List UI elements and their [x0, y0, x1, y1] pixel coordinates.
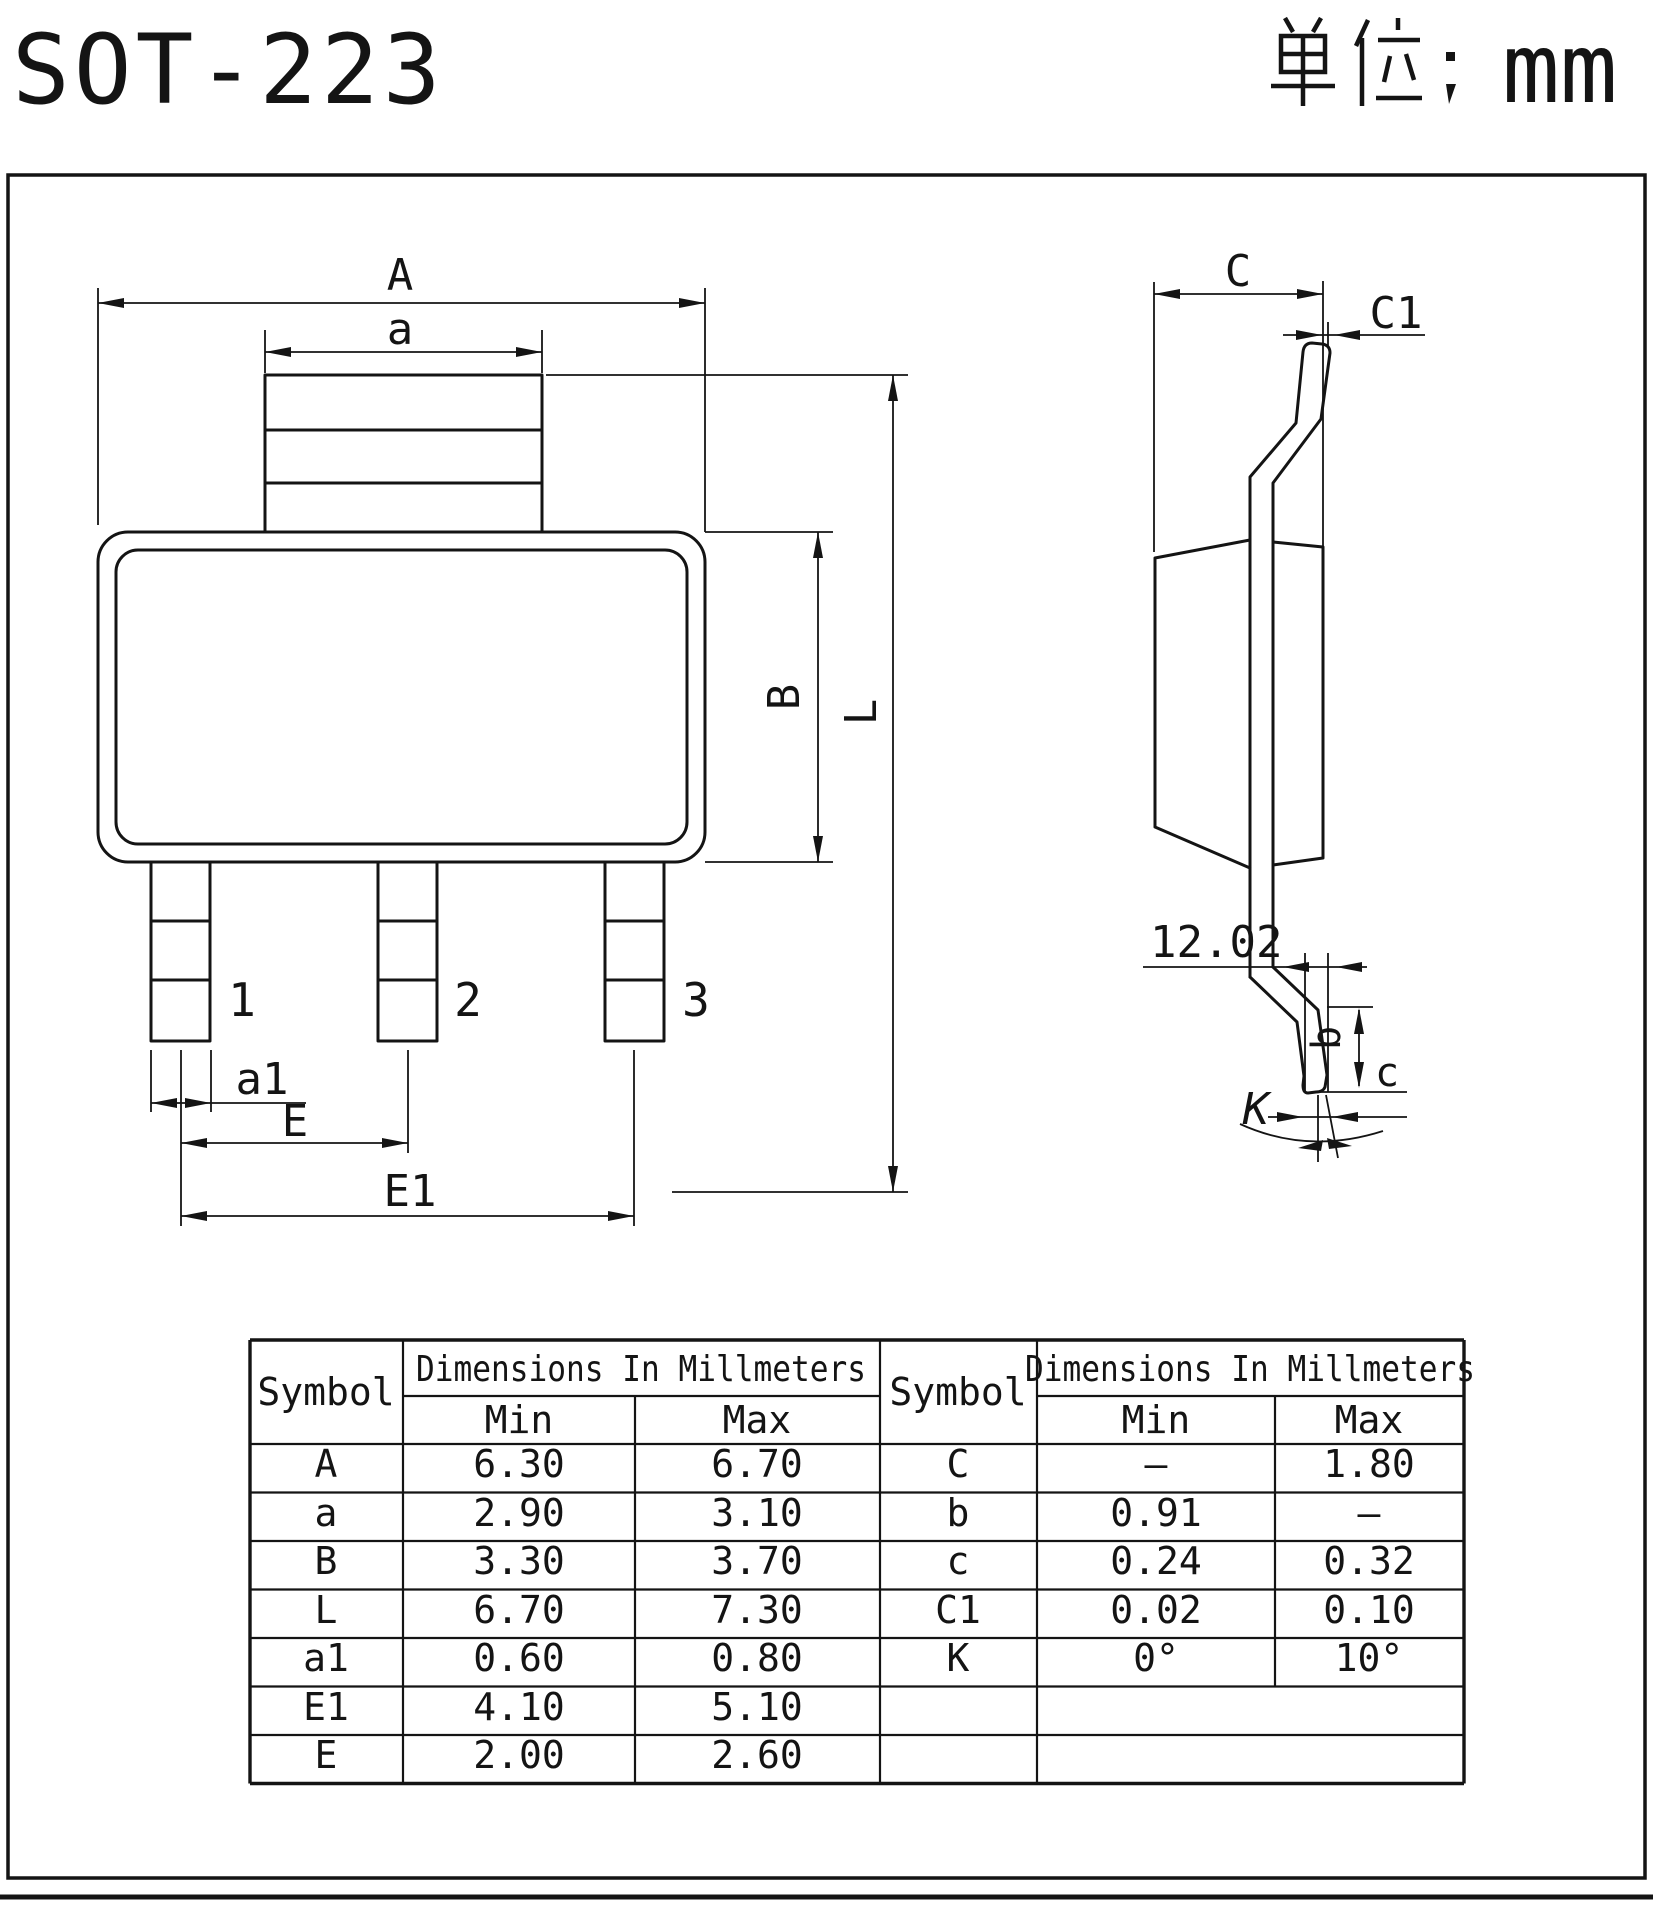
cell-max: 0.80: [711, 1636, 803, 1680]
table-grid: [250, 1340, 1464, 1784]
cell-symbol: b: [946, 1491, 970, 1535]
cjk-semicolon-glyph: [1446, 52, 1456, 104]
cell-max: 0.10: [1323, 1588, 1415, 1632]
cell-max: 1.80: [1323, 1442, 1415, 1486]
cell-min: 3.30: [473, 1539, 565, 1583]
cjk-wei-glyph: [1356, 18, 1422, 106]
table-header-symbol-right: Symbol: [889, 1370, 1027, 1414]
cell-symbol: a1: [303, 1636, 349, 1680]
table-header-min-left: Min: [484, 1398, 554, 1442]
cell-symbol: C: [946, 1442, 970, 1486]
cell-min: 6.70: [473, 1588, 565, 1632]
cell-min: 0.24: [1110, 1539, 1202, 1583]
cell-symbol: L: [314, 1588, 338, 1632]
cell-max: 6.70: [711, 1442, 803, 1486]
table-header-max-left: Max: [722, 1398, 792, 1442]
side-body-outline: [1155, 540, 1323, 868]
table-right-rows: [935, 1442, 1415, 1680]
dim-b-label: b: [1304, 1025, 1350, 1051]
dim-C1-label: C1: [1369, 288, 1423, 339]
pin-3-number: 3: [682, 973, 710, 1027]
side-view: [1143, 246, 1425, 1162]
cell-symbol: K: [946, 1636, 970, 1680]
body-outline-outer: [98, 532, 705, 862]
cell-min: 0.60: [473, 1636, 565, 1680]
cell-symbol: c: [946, 1539, 970, 1583]
dim-a-label: a: [386, 304, 414, 355]
dim-A-label: A: [386, 250, 414, 301]
pin-3: [605, 862, 664, 1041]
dim-C-label: C: [1224, 246, 1252, 297]
cell-max: 5.10: [711, 1685, 803, 1729]
dim-K-label: K: [1242, 1084, 1270, 1135]
cell-max: –: [1357, 1491, 1381, 1535]
dim-bend-label: 12.02: [1150, 917, 1283, 968]
pin-2-number: 2: [454, 973, 482, 1027]
cell-symbol: A: [314, 1442, 338, 1486]
table-header-dimensions-left: Dimensions In Millmeters: [416, 1349, 866, 1390]
pin-1-number: 1: [228, 973, 256, 1027]
dim-a: [265, 304, 542, 373]
dim-A: [98, 250, 705, 532]
table-header-min-right: Min: [1121, 1398, 1191, 1442]
cell-min: 0°: [1133, 1636, 1179, 1680]
cell-symbol: B: [314, 1539, 338, 1583]
cell-symbol: E: [314, 1733, 338, 1777]
cell-max: 3.10: [711, 1491, 803, 1535]
tab-outline: [265, 375, 542, 532]
cell-min: –: [1144, 1442, 1168, 1486]
cell-min: 0.02: [1110, 1588, 1202, 1632]
cell-max: 0.32: [1323, 1539, 1415, 1583]
dim-E1-label: E1: [383, 1166, 437, 1217]
cell-min: 2.00: [473, 1733, 565, 1777]
dim-L: [546, 375, 908, 1192]
dim-E: [181, 1050, 408, 1226]
cell-symbol: C1: [935, 1588, 981, 1632]
dim-c-label: c: [1374, 1050, 1400, 1096]
cjk-dan-glyph: [1271, 18, 1335, 106]
body-outline-inner: [116, 550, 687, 844]
dimension-table: [250, 1340, 1475, 1784]
cell-max: 2.60: [711, 1733, 803, 1777]
dim-E-label: E: [281, 1096, 309, 1147]
pin-1: [151, 862, 210, 1041]
cell-max: 7.30: [711, 1588, 803, 1632]
cell-min: 0.91: [1110, 1491, 1202, 1535]
side-lead-outline: [1250, 343, 1330, 1093]
dim-b: [1304, 1007, 1373, 1088]
unit-label: [1271, 13, 1618, 125]
pin-2: [378, 862, 437, 1041]
top-view: [98, 250, 908, 1226]
table-header-dimensions-right: Dimensions In Millmeters: [1025, 1349, 1475, 1390]
cell-min: 6.30: [473, 1442, 565, 1486]
table-header-max-right: Max: [1334, 1398, 1404, 1442]
dim-bend: [1143, 917, 1367, 1092]
unit-value: mm: [1502, 13, 1618, 125]
dim-c: [1320, 1050, 1407, 1096]
cell-max: 3.70: [711, 1539, 803, 1583]
cell-max: 10°: [1334, 1636, 1404, 1680]
cell-min: 2.90: [473, 1491, 565, 1535]
cell-symbol: a: [314, 1491, 338, 1535]
cell-symbol: E1: [303, 1685, 349, 1729]
page-title: SOT-223: [12, 14, 445, 126]
dim-L-label: L: [836, 698, 887, 726]
cell-min: 4.10: [473, 1685, 565, 1729]
table-header-symbol-left: Symbol: [257, 1370, 395, 1414]
dim-B: [705, 532, 833, 862]
dim-B-label: B: [759, 683, 810, 711]
dim-a1-label: a1: [235, 1054, 289, 1105]
